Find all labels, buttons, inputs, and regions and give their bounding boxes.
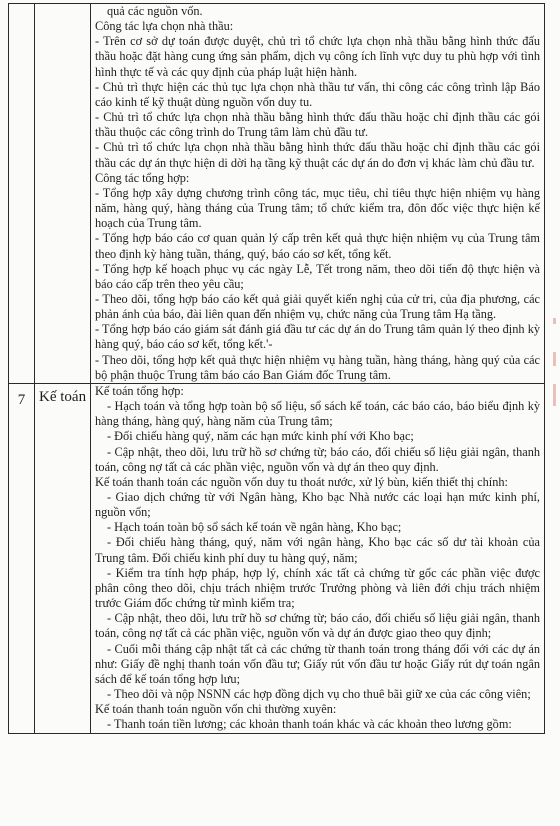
- row-number: [9, 4, 35, 384]
- duty-paragraph: - Chủ trì tổ chức lựa chọn nhà thầu bằng hình thức đấu thầu hoặc chỉ định thầu các gói thầu các dự án thực hiện di dời hạ tầng kỹ thuật các dự án do đơn vị khác làm chủ đầu tư.: [95, 140, 540, 170]
- duty-paragraph: - Đối chiếu hàng quý, năm các hạn mức kinh phí với Kho bạc;: [107, 429, 414, 444]
- section-heading: Công tác lựa chọn nhà thầu:: [95, 19, 234, 34]
- duty-paragraph: - Đối chiếu hàng tháng, quý, năm với ngân hàng, Kho bạc các số dư tài khoản của Trung tâm. Đối chiếu kinh phí duy tu hàng quý, năm;: [95, 535, 540, 565]
- duty-paragraph: - Thanh toán tiền lương; các khoản thanh toán khác và các khoản theo lương gồm:: [107, 717, 512, 732]
- document-page: [8, 3, 544, 734]
- duty-paragraph: - Theo dõi và nộp NSNN các hợp đồng dịch vụ cho thuê bãi giữ xe của các công viên;: [107, 687, 531, 702]
- duty-paragraph: - Hạch toán và tổng hợp toàn bộ số liệu, sổ sách kế toán, các báo cáo, báo biểu định kỳ hàng tháng, hàng quý, hàng năm của Trung tâm;: [95, 399, 540, 429]
- duty-paragraph: - Kiểm tra tính hợp pháp, hợp lý, chính xác tất cả chứng từ gốc các phần việc được phân công theo dõi, chịu trách nhiệm trước Trưởng phòng và liên đới chịu trách nhiệm trước Giám đốc chứng từ mình kiểm tra;: [95, 565, 540, 611]
- duties-cell: [91, 383, 545, 733]
- duty-paragraph: - Tổng hợp báo cáo giám sát đánh giá đầu tư các dự án do Trung tâm quản lý theo định kỳ hàng quý, báo cáo sơ kết, tổng kết.'-: [95, 322, 540, 352]
- role-cell: [35, 4, 91, 384]
- duty-paragraph: quả các nguồn vốn.: [107, 4, 203, 18]
- duty-paragraph: - Theo dõi, tổng hợp báo cáo kết quả giải quyết kiến nghị của cử tri, của địa phương, các phản ánh của báo, đài liên quan đến nhiệm vụ, chức năng của Trung tâm Hạ tầng.: [95, 291, 540, 322]
- red-stamp-mark: [553, 352, 556, 366]
- role-cell: Kế toán: [35, 383, 91, 733]
- duty-paragraph: - Cập nhật, theo dõi, lưu trữ hồ sơ chứng từ; báo cáo, đối chiếu số liệu giải ngân, thanh toán, công nợ tất cả các phần việc, nguồn vốn và dự án theo quy định.: [95, 444, 540, 474]
- duty-paragraph: - Tổng hợp xây dựng chương trình công tác, mục tiêu, chỉ tiêu thực hiện nhiệm vụ hàng năm, hàng quý, hàng tháng của Trung tâm; tổ chức kiểm tra, đôn đốc việc thực hiện kế hoạch của Trung tâm.: [95, 185, 540, 231]
- duty-paragraph: - Hạch toán toàn bộ sổ sách kế toán về ngân hàng, Kho bạc;: [107, 520, 402, 535]
- duty-table: [8, 3, 545, 734]
- duty-paragraph: - Cập nhật, theo dõi, lưu trữ hồ sơ chứng từ; báo cáo, đối chiếu số liệu giải ngân, thanh toán, công nợ tất cả các phần việc, nguồn vốn và dự án được giao theo quy định;: [95, 611, 540, 641]
- table-row: [9, 4, 545, 384]
- duty-paragraph: - Trên cơ sở dự toán được duyệt, chủ trì tổ chức lựa chọn nhà thầu bằng hình thức đấu thầu hoặc đặt hàng cung ứng sản phẩm, dịch vụ công ích lĩnh vực duy tu phù hợp với tình hình thực tế và các quy định của pháp luật hiện hành.: [95, 34, 540, 79]
- red-stamp-mark: [553, 384, 556, 406]
- section-heading: Kế toán tổng hợp:: [95, 383, 184, 398]
- row-number: 7: [9, 383, 35, 733]
- duty-paragraph: - Chủ trì tổ chức lựa chọn nhà thầu bằng hình thức đấu thầu hoặc chỉ định thầu các gói thầu thuộc các công trình do Trung tâm làm chủ đầu tư.: [95, 110, 540, 140]
- duties-cell: [91, 4, 545, 384]
- duty-paragraph: - Chủ trì thực hiện các thủ tục lựa chọn nhà thầu tư vấn, thi công các công trình lập Báo cáo kinh tế kỹ thuật dùng nguồn vốn duy tu.: [95, 79, 540, 109]
- table-row: [9, 383, 545, 733]
- section-heading: Công tác tổng hợp:: [95, 170, 190, 185]
- duty-paragraph: - Tổng hợp báo cáo cơ quan quản lý cấp trên kết quả thực hiện nhiệm vụ của Trung tâm theo định kỳ hàng tuần, tháng, quý, báo cáo sơ kết, tổng kết.: [95, 231, 540, 261]
- duty-paragraph: - Tổng hợp kế hoạch phục vụ các ngày Lễ, Tết trong năm, theo dõi tiến độ thực hiện và báo cáo cấp trên theo yêu cầu;: [95, 261, 540, 291]
- red-stamp-mark: [553, 318, 556, 324]
- section-heading: Kế toán thanh toán các nguồn vốn duy tu thoát nước, xử lý bùn, kiến thiết thị chính:: [95, 474, 508, 489]
- duty-paragraph: - Theo dõi, tổng hợp kết quả thực hiện nhiệm vụ hàng tuần, hàng tháng, hàng quý của các bộ phận thuộc Trung tâm báo cáo Ban Giám đốc Trung tâm.: [95, 352, 540, 382]
- section-heading: Kế toán thanh toán nguồn vốn chi thường xuyên:: [95, 702, 337, 717]
- duty-paragraph: - Giao dịch chứng từ với Ngân hàng, Kho bạc Nhà nước các loại hạn mức kinh phí, nguồn vốn;: [95, 490, 540, 520]
- duty-paragraph: - Cuối mỗi tháng cập nhật tất cả các chứng từ thanh toán trong tháng đối với các dự án như: Giấy đề nghị thanh toán vốn đầu tư; Giấy rút vốn đầu tư hoặc Giấy rút dự toán ngân sách để kế toán tổng hợp lưu;: [95, 641, 540, 686]
